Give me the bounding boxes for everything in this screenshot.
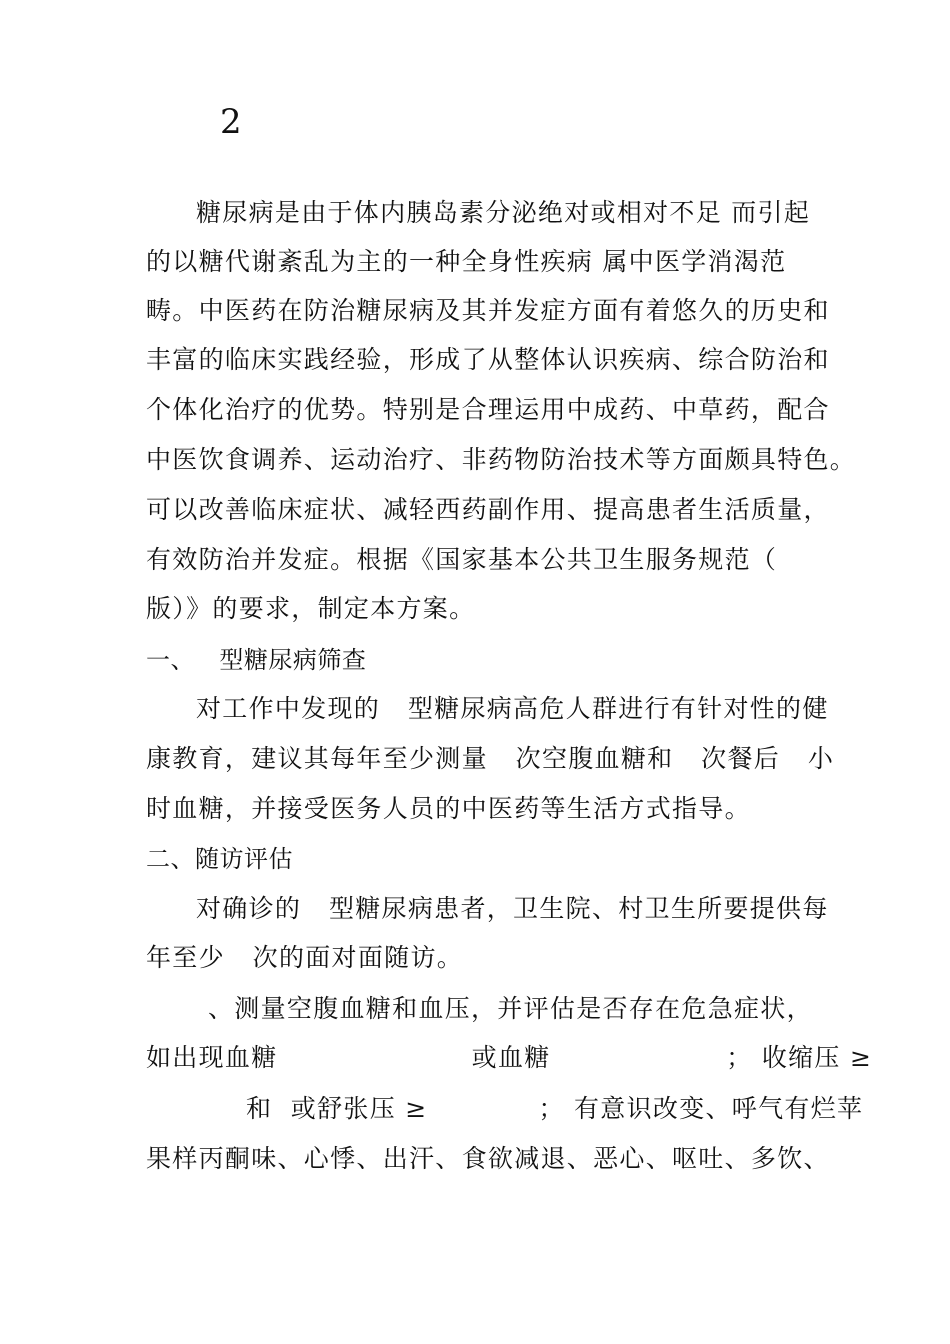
text-line: 对确诊的 型糖尿病患者，卫生院、村卫生所要提供每 xyxy=(196,894,829,923)
text-line: 中医饮食调养、运动治疗、非药物防治技术等方面颇具特色。 xyxy=(146,445,857,474)
text-line: 的以糖代谢紊乱为主的一种全身性疾病 属中医学消渴范 xyxy=(146,247,787,276)
text-line: 、测量空腹血糖和血压，并评估是否存在危急症状， xyxy=(208,994,813,1023)
text-line: 和 或舒张压 ≥ ； 有意识改变、呼气有烂苹 xyxy=(246,1094,864,1123)
text-line: 对工作中发现的 型糖尿病高危人群进行有针对性的健 xyxy=(196,694,829,723)
section-heading: 一、 型糖尿病筛查 xyxy=(146,646,367,674)
text-line: 版）》的要求，制定本方案。 xyxy=(146,594,476,623)
text-line: 如出现血糖 或血糖 ； 收缩压 ≥ xyxy=(146,1043,873,1072)
text-line: 有效防治并发症。根据《国家基本公共卫生服务规范（ xyxy=(146,545,778,574)
page-number: 2 xyxy=(220,102,242,142)
text-line: 时血糖，并接受医务人员的中医药等生活方式指导。 xyxy=(146,794,751,823)
text-line: 糖尿病是由于体内胰岛素分泌绝对或相对不足 而引起 xyxy=(196,198,811,227)
section-heading: 二、随访评估 xyxy=(146,845,293,873)
text-line: 丰富的临床实践经验，形成了从整体认识疾病、综合防治和 xyxy=(146,345,830,374)
text-line: 可以改善临床症状、减轻西药副作用、提高患者生活质量， xyxy=(146,495,830,524)
text-line: 个体化治疗的优势。特别是合理运用中成药、中草药，配合 xyxy=(146,395,830,424)
text-line: 康教育，建议其每年至少测量 次空腹血糖和 次餐后 小 xyxy=(146,744,835,773)
text-line: 果样丙酮味、心悸、出汗、食欲减退、恶心、呕吐、多饮、 xyxy=(146,1144,830,1173)
text-line: 畴。中医药在防治糖尿病及其并发症方面有着悠久的历史和 xyxy=(146,296,830,325)
text-line: 年至少 次的面对面随访。 xyxy=(146,943,464,972)
